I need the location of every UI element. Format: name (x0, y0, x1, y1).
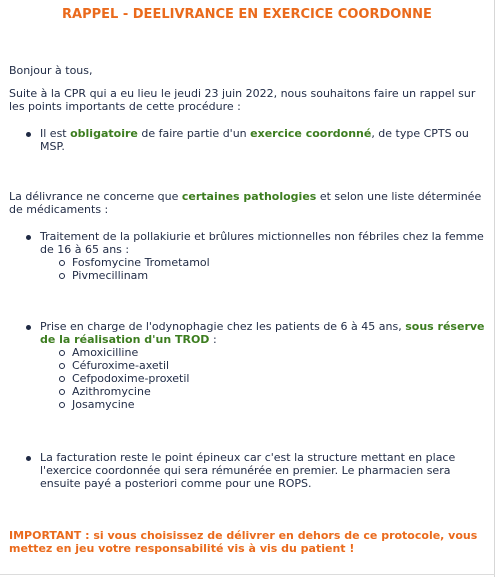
intro-paragraph (9, 87, 487, 113)
drug-list-item (40, 398, 486, 411)
warning-line-1: IMPORTANT : si vous choisissez de délivrer en dehors de ce protocole, vous (9, 529, 478, 542)
bullet-dot (26, 456, 31, 461)
point3-line-1 (40, 320, 486, 333)
point-obligatoire (40, 127, 486, 153)
point3-text-post: : (209, 333, 217, 346)
point2-line-2: de 16 à 65 ans : (40, 243, 130, 256)
scope-text-pre: La délivrance ne concerne que (9, 190, 182, 203)
drug-list-item (40, 359, 486, 372)
point2-line-1: Traitement de la pollakiurie et brûlures mictionnelles non fébriles chez la femme (40, 230, 484, 243)
bullet-dot (26, 132, 31, 137)
drug-list-item (40, 372, 486, 385)
circle-bullet (59, 389, 65, 395)
drug-name: Azithromycine (72, 385, 151, 398)
drug-name: Fosfomycine Trometamol (72, 256, 210, 269)
scope-certaines-pathologies: certaines pathologies (181, 190, 317, 203)
greeting: Bonjour à tous, (9, 64, 93, 77)
point1-text-mid: de faire partie d'un (137, 127, 251, 140)
drug-name: Céfuroxime-axetil (72, 359, 170, 372)
point4-line-2: l'exercice coordonnée qui sera rémunérée en premier. Le pharmacien sera (40, 464, 451, 477)
scope-line-2: de médicaments : (9, 203, 109, 216)
point4-line-3: ensuite payé a posteriori comme pour une ROPS. (40, 477, 312, 490)
point1-exercice-coordonne: exercice coordonné (250, 127, 372, 140)
point1-text-pre: Il est (40, 127, 71, 140)
drug-list-item (40, 385, 486, 398)
warning-line-2: mettez en jeu votre responsabilité vis à vis du patient ! (9, 542, 355, 555)
drug-list-item (40, 269, 486, 282)
point-odynophagie (40, 320, 486, 411)
drug-list-item (40, 256, 486, 269)
intro-line-1: Suite à la CPR qui a eu lieu le jeudi 23 juin 2022, nous souhaitons faire un rappel sur (9, 87, 476, 100)
point1-obligatoire: obligatoire (70, 127, 138, 140)
important-warning (9, 529, 487, 555)
circle-bullet (59, 273, 65, 279)
point-pollakiurie (40, 230, 486, 282)
bottom-divider (0, 574, 495, 575)
bullet-dot (26, 235, 31, 240)
point4-line-1: La facturation reste le point épineux car c'est la structure mettant en place (40, 451, 456, 464)
circle-bullet (59, 402, 65, 408)
drug-name: Josamycine (72, 398, 135, 411)
scope-line-1 (9, 190, 487, 203)
intro-line-2: les points importants de cette procédure : (9, 100, 241, 113)
point3-text-pre: Prise en charge de l'odynophagie chez les patients de 6 à 45 ans, (40, 320, 406, 333)
circle-bullet (59, 350, 65, 356)
point3-sous-reserve: sous réserve (405, 320, 485, 333)
drug-list-item (40, 346, 486, 359)
circle-bullet (59, 260, 65, 266)
scope-paragraph (9, 190, 487, 216)
point3-realisation-trod: de la réalisation d'un TROD (40, 333, 210, 346)
drug-name: Pivmecillinam (72, 269, 149, 282)
point-facturation (40, 451, 486, 490)
point3-line-2 (40, 333, 486, 346)
scope-text-post: et selon une liste déterminée (316, 190, 482, 203)
drug-name: Amoxicilline (72, 346, 139, 359)
page-title: RAPPEL - DEELIVRANCE EN EXERCICE COORDONNE (62, 7, 432, 22)
circle-bullet (59, 376, 65, 382)
right-divider (494, 0, 495, 577)
point1-line-2: MSP. (40, 140, 65, 153)
drug-name: Cefpodoxime-proxetil (72, 372, 190, 385)
point1-line-1 (40, 127, 486, 140)
point1-text-post: , de type CPTS ou (371, 127, 469, 140)
circle-bullet (59, 363, 65, 369)
bullet-dot (26, 325, 31, 330)
